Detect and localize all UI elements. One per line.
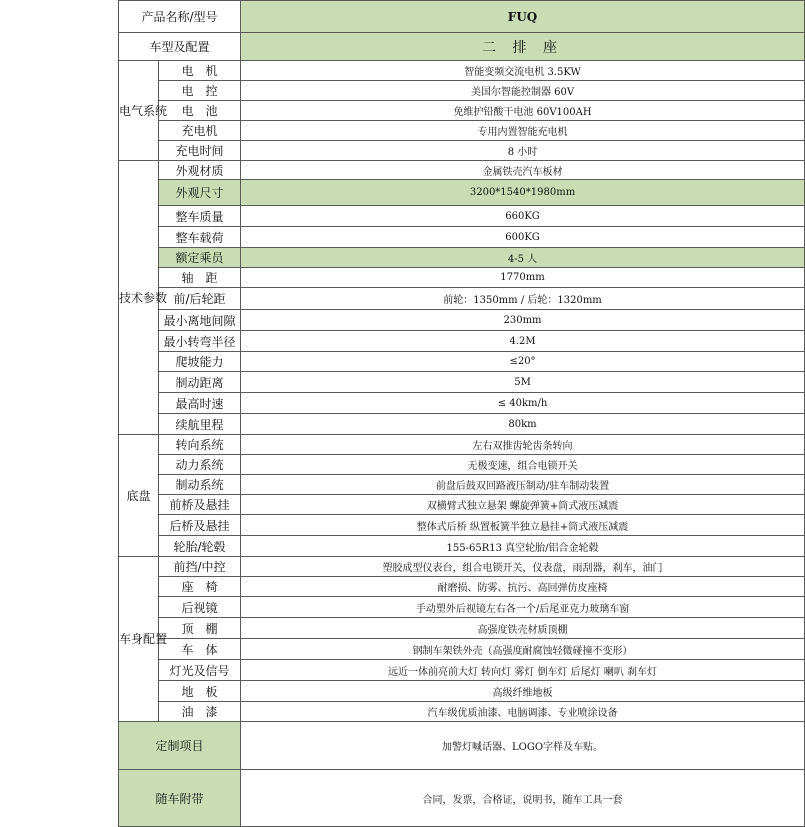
row-value: 左右双推齿轮齿条转向 xyxy=(241,435,805,455)
table-row xyxy=(119,475,805,495)
row-label: 续航里程 xyxy=(159,414,241,435)
table-row xyxy=(119,557,805,577)
product-label: 产品名称/型号 xyxy=(119,1,241,33)
row-label: 最高时速 xyxy=(159,393,241,414)
row-value: 1770mm xyxy=(241,268,805,288)
table-row xyxy=(119,288,805,310)
table-row xyxy=(119,268,805,288)
row-label: 外观材质 xyxy=(159,161,241,180)
row-value: 前盘后鼓双回路液压制动/驻车制动装置 xyxy=(241,475,805,495)
row-value: 手动塑外后视镜左右各一个/后尾亚克力玻璃车窗 xyxy=(241,597,805,618)
row-label: 额定乘员 xyxy=(159,248,241,268)
row-value: 8 小时 xyxy=(241,141,805,161)
config-row xyxy=(119,33,805,61)
row-label: 后桥及悬挂 xyxy=(159,515,241,536)
table-row xyxy=(119,681,805,702)
table-row xyxy=(119,618,805,639)
config-label: 车型及配置 xyxy=(119,33,241,61)
table-row xyxy=(119,455,805,475)
custom-label: 定制项目 xyxy=(119,722,241,770)
product-value: FUQ xyxy=(241,1,805,33)
row-label: 充电时间 xyxy=(159,141,241,161)
table-row xyxy=(119,536,805,557)
row-value: 高级纤维地板 xyxy=(241,681,805,702)
row-value: 660KG xyxy=(241,206,805,227)
row-label: 电 控 xyxy=(159,81,241,101)
row-label: 电 机 xyxy=(159,61,241,81)
table-row xyxy=(119,248,805,268)
product-row xyxy=(119,1,805,33)
row-label: 外观尺寸 xyxy=(159,180,241,206)
row-value: 155-65R13 真空轮胎/铝合金轮毂 xyxy=(241,536,805,557)
custom-value: 加警灯喊话器、LOGO字样及车贴。 xyxy=(241,722,805,770)
row-label: 轮胎/轮毂 xyxy=(159,536,241,557)
row-value: 钢制车架铁外壳（高强度耐腐蚀轻微碰撞不变形） xyxy=(241,639,805,660)
spec-sheet xyxy=(118,0,804,827)
table-row xyxy=(119,331,805,352)
row-value: 金属铁壳汽车板材 xyxy=(241,161,805,180)
row-label: 动力系统 xyxy=(159,455,241,475)
row-label: 后视镜 xyxy=(159,597,241,618)
row-label: 电 池 xyxy=(159,101,241,121)
row-value: ≤20° xyxy=(241,352,805,372)
row-label: 整车载荷 xyxy=(159,227,241,248)
row-label: 转向系统 xyxy=(159,435,241,455)
row-value: 塑胶成型仪表台，组合电锁开关，仪表盘，雨刮器，刹车，油门 xyxy=(241,557,805,577)
table-row xyxy=(119,639,805,660)
row-value: 整体式后桥 纵置板簧半独立悬挂+筒式液压减震 xyxy=(241,515,805,536)
table-row xyxy=(119,577,805,597)
row-value: 4-5 人 xyxy=(241,248,805,268)
table-row xyxy=(119,310,805,331)
row-value: 3200*1540*1980mm xyxy=(241,180,805,206)
row-label: 最小转弯半径 xyxy=(159,331,241,352)
row-value: 80km xyxy=(241,414,805,435)
table-row xyxy=(119,121,805,141)
group-chassis: 底盘 xyxy=(119,435,159,557)
row-value: 前轮：1350mm / 后轮：1320mm xyxy=(241,288,805,310)
row-label: 制动系统 xyxy=(159,475,241,495)
table-row xyxy=(119,180,805,206)
custom-row xyxy=(119,722,805,770)
table-row xyxy=(119,141,805,161)
table-row xyxy=(119,435,805,455)
row-value: ≤ 40km/h xyxy=(241,393,805,414)
row-label: 前桥及悬挂 xyxy=(159,495,241,515)
table-row xyxy=(119,660,805,681)
table-row xyxy=(119,227,805,248)
table-row xyxy=(119,515,805,536)
row-value: 远近一体前亮前大灯 转向灯 雾灯 倒车灯 后尾灯 喇叭 刹车灯 xyxy=(241,660,805,681)
accessories-row xyxy=(119,770,805,827)
row-value: 无极变速，组合电锁开关 xyxy=(241,455,805,475)
row-label: 车 体 xyxy=(159,639,241,660)
group-electrical: 电气系统 xyxy=(119,61,159,161)
table-row xyxy=(119,702,805,722)
row-value: 5M xyxy=(241,372,805,393)
row-value: 汽车级优质油漆、电脑调漆、专业喷涂设备 xyxy=(241,702,805,722)
row-value: 免维护铅酸干电池 60V100AH xyxy=(241,101,805,121)
table-row xyxy=(119,61,805,81)
row-value: 4.2M xyxy=(241,331,805,352)
table-row xyxy=(119,81,805,101)
row-label: 整车质量 xyxy=(159,206,241,227)
row-label: 轴 距 xyxy=(159,268,241,288)
spec-table xyxy=(118,0,805,827)
row-value: 美国尔智能控制器 60V xyxy=(241,81,805,101)
row-value: 智能变频交流电机 3.5KW xyxy=(241,61,805,81)
row-label: 座 椅 xyxy=(159,577,241,597)
table-row xyxy=(119,372,805,393)
table-row xyxy=(119,161,805,180)
row-label: 充电机 xyxy=(159,121,241,141)
row-label: 最小离地间隙 xyxy=(159,310,241,331)
row-label: 灯光及信号 xyxy=(159,660,241,681)
row-label: 爬坡能力 xyxy=(159,352,241,372)
table-row xyxy=(119,495,805,515)
row-value: 耐磨损、防雾、抗污、高回弹仿皮座椅 xyxy=(241,577,805,597)
table-row xyxy=(119,597,805,618)
row-label: 制动距离 xyxy=(159,372,241,393)
row-label: 前/后轮距 xyxy=(159,288,241,310)
row-value: 专用内置智能充电机 xyxy=(241,121,805,141)
table-row xyxy=(119,393,805,414)
accessories-label: 随车附带 xyxy=(119,770,241,827)
table-row xyxy=(119,414,805,435)
table-row xyxy=(119,352,805,372)
config-value: 二 排 座 xyxy=(241,33,805,61)
row-label: 顶 棚 xyxy=(159,618,241,639)
row-value: 600KG xyxy=(241,227,805,248)
row-label: 地 板 xyxy=(159,681,241,702)
group-technical: 技术参数 xyxy=(119,161,159,435)
row-value: 高强度铁壳材质顶棚 xyxy=(241,618,805,639)
table-row xyxy=(119,206,805,227)
table-row xyxy=(119,101,805,121)
row-value: 双横臂式独立悬架 螺旋弹簧+筒式液压减震 xyxy=(241,495,805,515)
row-label: 前挡/中控 xyxy=(159,557,241,577)
row-label: 油 漆 xyxy=(159,702,241,722)
group-body: 车身配置 xyxy=(119,557,159,722)
row-value: 230mm xyxy=(241,310,805,331)
accessories-value: 合同，发票，合格证，说明书，随车工具一套 xyxy=(241,770,805,827)
